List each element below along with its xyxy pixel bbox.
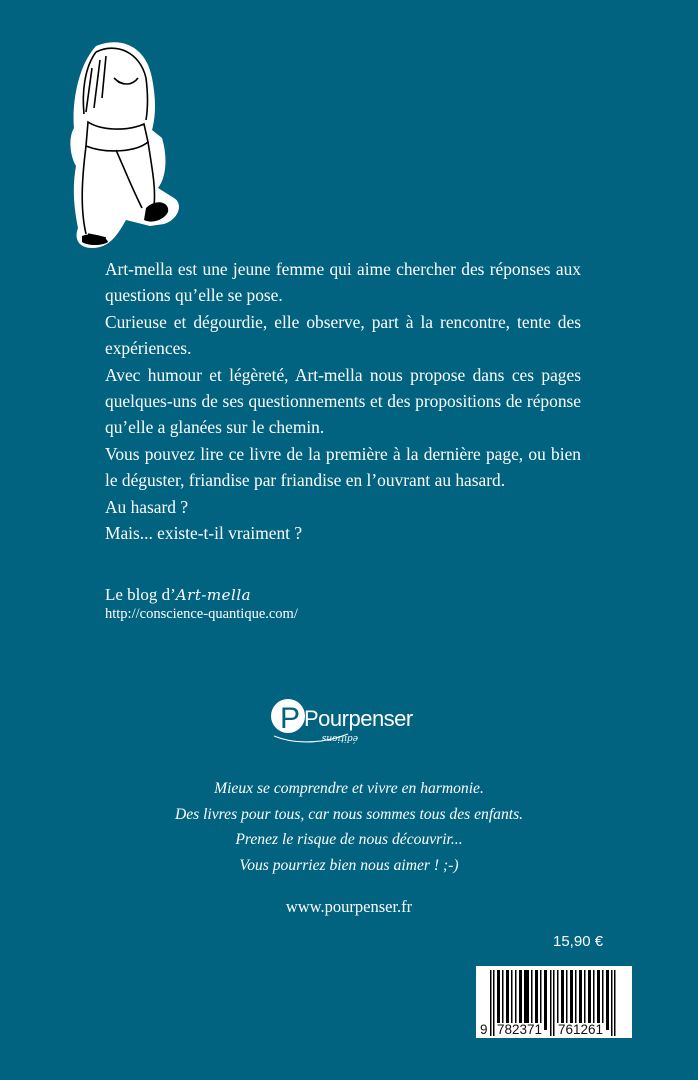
publisher-website-link[interactable]: www.pourpenser.fr [285,897,413,916]
tagline-line-4: Vous pourriez bien nous aimer ! ;-) [239,856,459,874]
price-label: 15,90 € [553,933,604,950]
svg-text:P: P [280,702,301,735]
tagline-line-3: Prenez le risque de nous découvrir... [235,831,463,848]
barcode-group-2: 761261 [558,1022,604,1037]
barcode-first-digit: 9 [480,1022,488,1037]
blurb-paragraph-4: Vous pouvez lire ce livre de la première à la dernière page, ou bien le déguster, friandise par friandise en l’ouvrant au hasard. [105,443,581,491]
publisher-tagline [0,776,698,878]
tagline-line-1: Mieux se comprendre et vivre en harmonie. [214,780,484,797]
author-signature: Art-mella [175,586,252,604]
blurb-paragraph-5: Au hasard ? [105,496,189,517]
blurb-paragraph-2: Curieuse et dégourdie, elle observe, part à la rencontre, tente des expériences. [105,311,581,359]
back-cover-blurb [105,256,581,546]
blog-label [105,584,251,606]
logo-wordmark: Pourpenser [304,706,413,731]
blog-label-text: Le blog d’ [105,585,176,604]
barcode-group-1: 782371 [497,1022,543,1037]
svg-text:éditions: éditions [321,733,358,743]
publisher-logo [268,694,428,750]
girl-illustration [66,38,186,250]
blog-url-link[interactable]: http://conscience-quantique.com/ [105,606,298,622]
blurb-paragraph-6: Mais... existe-t-il vraiment ? [105,523,303,544]
blurb-paragraph-1: Art-mella est une jeune femme qui aime chercher des réponses aux questions qu’elle se pose. [105,259,581,306]
isbn-barcode [476,966,632,1038]
blurb-paragraph-3: Avec humour et légèreté, Art-mella nous propose dans ces pages quelques-uns de ses questionnements et des propositions de réponse qu’elle a glanées sur le chemin. [105,364,581,438]
tagline-line-2: Des livres pour tous, car nous sommes tous des enfants. [174,805,524,823]
